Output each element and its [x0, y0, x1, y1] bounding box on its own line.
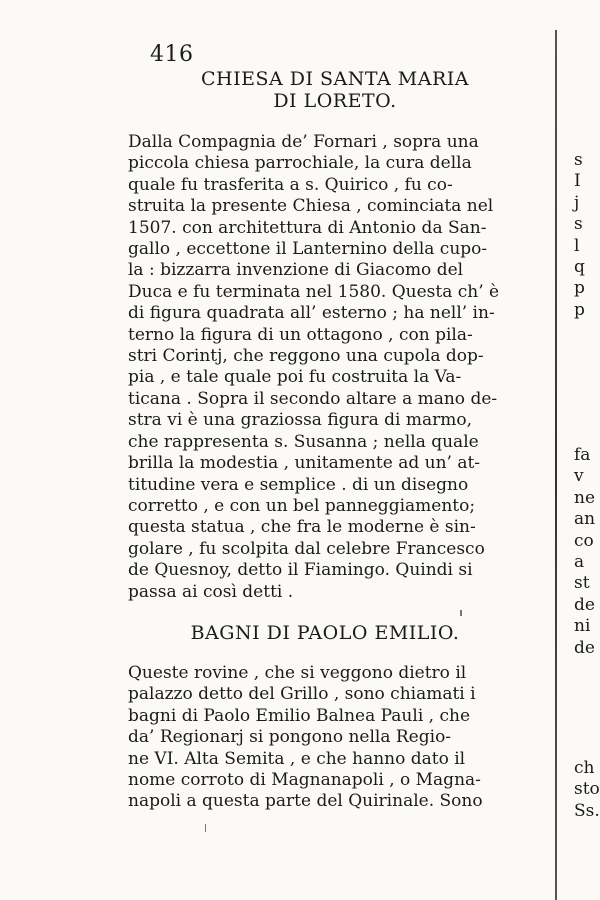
text-line: stri Corintj, che reggono una cupola dop- [128, 346, 484, 367]
paragraph-bagni [128, 663, 528, 813]
facing-page-fragment-b [574, 445, 596, 659]
chapter-title-line2: DI LORETO. [273, 90, 397, 112]
text-line: de Quesnoy, detto il Fiamingo. Quindi si [128, 560, 473, 581]
text-line: Queste rovine , che si veggono dietro il [128, 663, 467, 683]
chapter-title-line1: CHIESA DI SANTA MARIA [200, 68, 469, 90]
text-line: titudine vera e semplice . di un disegno [128, 474, 469, 495]
text-line: terno la figura di un ottagono , con pila- [128, 324, 473, 345]
text-line: da’ Regionarj si pongono nella Regio- [128, 727, 452, 748]
text-line: che rappresenta s. Susanna ; nella quale [128, 431, 479, 452]
text-line: questa statua , che fra le moderne è sin- [128, 517, 476, 538]
facing-page-letters: l [574, 235, 580, 256]
text-line: passa ai così detti . [128, 581, 294, 602]
text-line: bagni di Paolo Emilio Balnea Pauli , che [128, 705, 471, 726]
text-line: Dalla Compagnia de’ Fornari , sopra una [128, 132, 479, 152]
facing-page-letters: s [574, 150, 583, 170]
text-line: pia , e tale quale poi fu costruita la Va- [128, 367, 462, 388]
facing-page-letters: v [574, 466, 584, 487]
facing-page-letters: ch [574, 758, 595, 778]
facing-page-letters: Ss. [574, 800, 600, 821]
facing-page-letters: ne [574, 487, 596, 508]
text-line: napoli a questa parte del Quirinale. Sono [128, 791, 483, 812]
text-line: brilla la modestia , unitamente ad un’ at- [128, 453, 481, 474]
facing-page-letters: ni [574, 616, 591, 637]
facing-page-fragment-a [574, 150, 596, 321]
facing-page-letters: fa [574, 445, 591, 465]
text-line: 1507. con architettura di Antonio da San- [128, 217, 487, 238]
ink-speck [205, 824, 206, 832]
facing-page-fragment-c [574, 758, 600, 822]
facing-page-letters: a [574, 552, 585, 573]
text-line: gallo , eccettone il Lanternino della cupo- [128, 239, 488, 260]
text-line: di figura quadrata all’ esterno ; ha nell’ in- [128, 303, 495, 324]
facing-page-letters: an [574, 509, 596, 530]
text-line: quale fu trasferita a s. Quirico , fu co- [128, 174, 453, 195]
facing-page-letters: st [574, 573, 590, 594]
text-line: piccola chiesa parrochiale, la cura della [128, 153, 472, 174]
facing-page-letters: sto [574, 779, 600, 800]
page-number: 416 [150, 42, 194, 67]
facing-page-letters: de [574, 637, 595, 658]
text-line: palazzo detto del Grillo , sono chiamati i [128, 684, 476, 705]
page-gutter [555, 30, 557, 900]
facing-page-letters: p [574, 299, 585, 320]
text-line: la : bizzarra invenzione di Giacomo del [128, 260, 464, 281]
text-line: ne VI. Alta Semita , e che hanno dato il [128, 748, 466, 769]
text-line: nome corroto di Magnanapoli , o Magna- [128, 770, 481, 791]
facing-page-letters: j [574, 192, 580, 213]
section-title: BAGNI DI PAOLO EMILIO. [190, 622, 460, 644]
facing-page-letters: p [574, 278, 585, 299]
text-line: stra vi è una graziossa figura di marmo, [128, 410, 473, 431]
facing-page-letters: q [574, 257, 585, 278]
facing-page-letters: s [574, 214, 583, 235]
text-line: ticana . Sopra il secondo altare a mano de- [128, 388, 498, 409]
facing-page-letters: I [574, 171, 581, 192]
facing-page-letters: de [574, 594, 595, 615]
text-line: corretto , e con un bel panneggiamento; [128, 495, 476, 516]
paragraph-loreto [128, 132, 528, 603]
text-line: Duca e fu terminata nel 1580. Questa ch’ è [128, 281, 500, 302]
ink-speck [460, 610, 462, 616]
text-line: struita la presente Chiesa , cominciata nel [128, 196, 494, 217]
facing-page-letters: co [574, 530, 594, 551]
text-line: golare , fu scolpita dal celebre Francesco [128, 538, 485, 559]
